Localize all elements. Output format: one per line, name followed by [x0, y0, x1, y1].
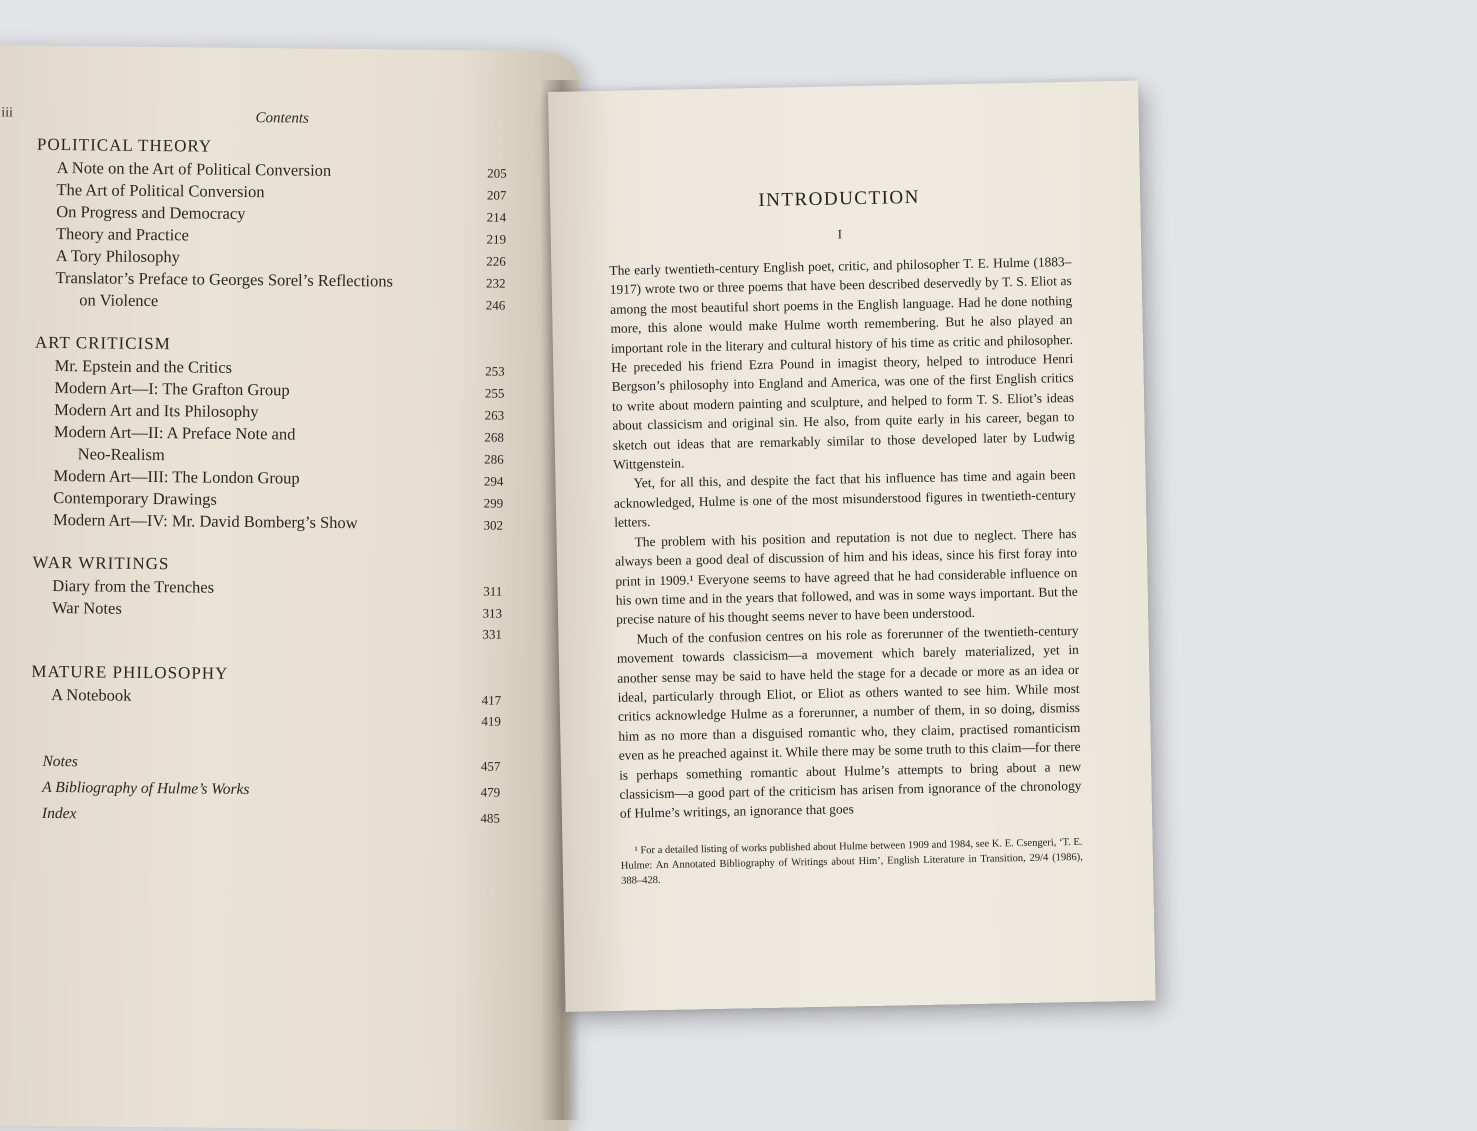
right-page-introduction — [548, 81, 1156, 1012]
toc-sections — [31, 135, 507, 732]
toc-entry-title: A Notebook — [31, 684, 131, 706]
toc-section-title: MATURE PHILOSOPHY — [31, 662, 501, 687]
toc-back-entry-page: 457 — [460, 753, 500, 779]
toc-entry-page: 419 — [461, 710, 501, 731]
toc-entry-page: 205 — [467, 162, 507, 183]
introduction-text — [608, 184, 1083, 889]
left-page-contents — [0, 45, 580, 1131]
toc-entry — [33, 509, 503, 536]
toc-entry-page: 313 — [462, 602, 502, 623]
toc-back-entry-title: Notes — [30, 749, 78, 775]
toc-entry-page: 294 — [463, 470, 503, 491]
toc-entry — [31, 706, 501, 732]
toc-entry-title: Neo-Realism — [34, 443, 165, 465]
body-paragraph: Yet, for all this, and despite the fact that his influence has time and again been acknowledged, Hulme is one of the most misunderstood figures in twentieth-century letters. — [613, 465, 1076, 532]
toc-entry-title: Modern Art—III: The London Group — [33, 465, 299, 489]
toc-entry-title: War Notes — [32, 597, 122, 619]
toc-entry-page: 226 — [466, 250, 506, 271]
toc-entry — [35, 289, 505, 316]
body-paragraph: Much of the confusion centres on his role as forerunner of the twentieth-century movement towards classicism—a movement which barely materialized, yet in another sense may be said to have held the stage for a decade or more as an idea or ideal, particularly through Eliot, or Eliot as others wanted to see him. While most critics acknowledge Hulme as a forerunner, a number of them, in so doing, dismiss him as no more than a disguised romantic who, they claim, practised romanticism even as he preached against it. While there may be some truth to this claim—for there is perhaps something romantic about Hulme’s attempts to bring about a new classicism—a good part of the criticism has arisen from ignorance of the chronology of Hulme’s writings, an ignorance that goes — [616, 621, 1082, 824]
toc-back-entry-title: Index — [30, 801, 77, 827]
toc-entry-page: 302 — [463, 514, 503, 535]
toc-entry-title: Modern Art—I: The Grafton Group — [34, 377, 289, 401]
toc-entry-page: 268 — [464, 426, 504, 447]
toc-entry-page: 246 — [465, 294, 505, 315]
toc-entry-title: Contemporary Drawings — [33, 487, 217, 510]
toc-entry-title: Modern Art—IV: Mr. David Bomberg’s Show — [33, 509, 358, 533]
toc-back-entry — [30, 775, 500, 806]
body-paragraphs — [609, 252, 1082, 824]
toc-back-matter — [30, 749, 501, 832]
toc-section — [35, 135, 507, 316]
body-paragraph: The problem with his position and reputation is not due to neglect. There has always been a good deal of discussion of him and his ideas, since his first foray into print in 1909.¹ Everyone seems to have agreed that he had considerable influence on his own time and in the years that followed, and was in some ways important. But the precise nature of his thought seems never to have been understood. — [614, 524, 1078, 630]
toc-entry-page: 253 — [465, 360, 505, 381]
toc-entry-title: Translator’s Preface to Georges Sorel’s Reflections — [35, 267, 393, 292]
toc-entry-title: On Progress and Democracy — [36, 201, 245, 224]
toc-back-entry — [30, 801, 500, 832]
toc-entry-page: 331 — [462, 623, 502, 644]
section-numeral: I — [609, 222, 1071, 247]
toc-entry-page: 417 — [461, 689, 501, 710]
chapter-heading: INTRODUCTION — [608, 184, 1070, 215]
toc-entry-page: 299 — [463, 492, 503, 513]
toc-section-title: WAR WRITINGS — [32, 553, 502, 578]
toc-entry-title: Diary from the Trenches — [32, 575, 214, 598]
toc-entry-page: 219 — [466, 228, 506, 249]
running-head: Contents — [37, 108, 507, 130]
toc-entry-title: The Art of Political Conversion — [36, 179, 264, 202]
toc-entry-title: Modern Art—II: A Preface Note and — [34, 421, 296, 445]
toc-entry-page: 255 — [464, 382, 504, 403]
toc-entry-page: 311 — [462, 580, 502, 601]
toc-entry-title: Mr. Epstein and the Critics — [35, 355, 233, 378]
footnote: ¹ For a detailed listing of works published about Hulme between 1909 and 1984, see K. E. Csengeri, ‘T. E. Hulme: An Annotated Bibliography of Writings about Him’, English Literature in Transition, 29/4 (1986), 388–428. — [620, 835, 1083, 889]
toc-entry-title: on Violence — [35, 289, 158, 311]
toc-entry-page: 207 — [466, 184, 506, 205]
table-of-contents — [30, 108, 508, 832]
toc-section-title: POLITICAL THEORY — [37, 135, 507, 160]
toc-back-entry-page: 479 — [460, 779, 500, 805]
toc-entry-title: Modern Art and Its Philosophy — [34, 399, 259, 422]
toc-entry-page: 286 — [464, 448, 504, 469]
toc-section-title: ART CRITICISM — [35, 333, 505, 358]
toc-entry — [32, 619, 502, 645]
toc-back-entry-page: 485 — [460, 805, 500, 831]
toc-entry-title: A Tory Philosophy — [36, 245, 180, 268]
toc-entry-title: Theory and Practice — [36, 223, 189, 246]
body-paragraph: The early twentieth-century English poet, critic, and philosopher T. E. Hulme (1883–1917) wrote two or three poems that have been described deservedly by T. S. Eliot as among the most beautiful short poems in the English language. Had he done nothing more, this alone would make Hulme worth remembering. But he also played an important role in the literary and cultural history of his time as critic and philosopher. He preceded his friend Ezra Pound in imagist theory, helped to introduce Henri Bergson’s philosophy into England and America, was one of the first English critics to write about modern painting and sculpture, and helped to form T. S. Eliot’s ideas about classicism and original sin. He also, from quite early in his career, began to sketch out ideas that are remarkably similar to those developed later by Ludwig Wittgenstein. — [609, 252, 1075, 474]
toc-entry-page: 263 — [464, 404, 504, 425]
toc-section — [32, 553, 503, 645]
toc-back-entry-title: A Bibliography of Hulme’s Works — [30, 775, 250, 803]
toc-entry-title: A Note on the Art of Political Conversion — [37, 157, 332, 181]
toc-entry-page: 214 — [466, 206, 506, 227]
folio-number: iii — [1, 105, 13, 121]
toc-entry-page: 232 — [465, 272, 505, 293]
toc-section — [33, 333, 505, 536]
toc-section — [31, 662, 502, 732]
